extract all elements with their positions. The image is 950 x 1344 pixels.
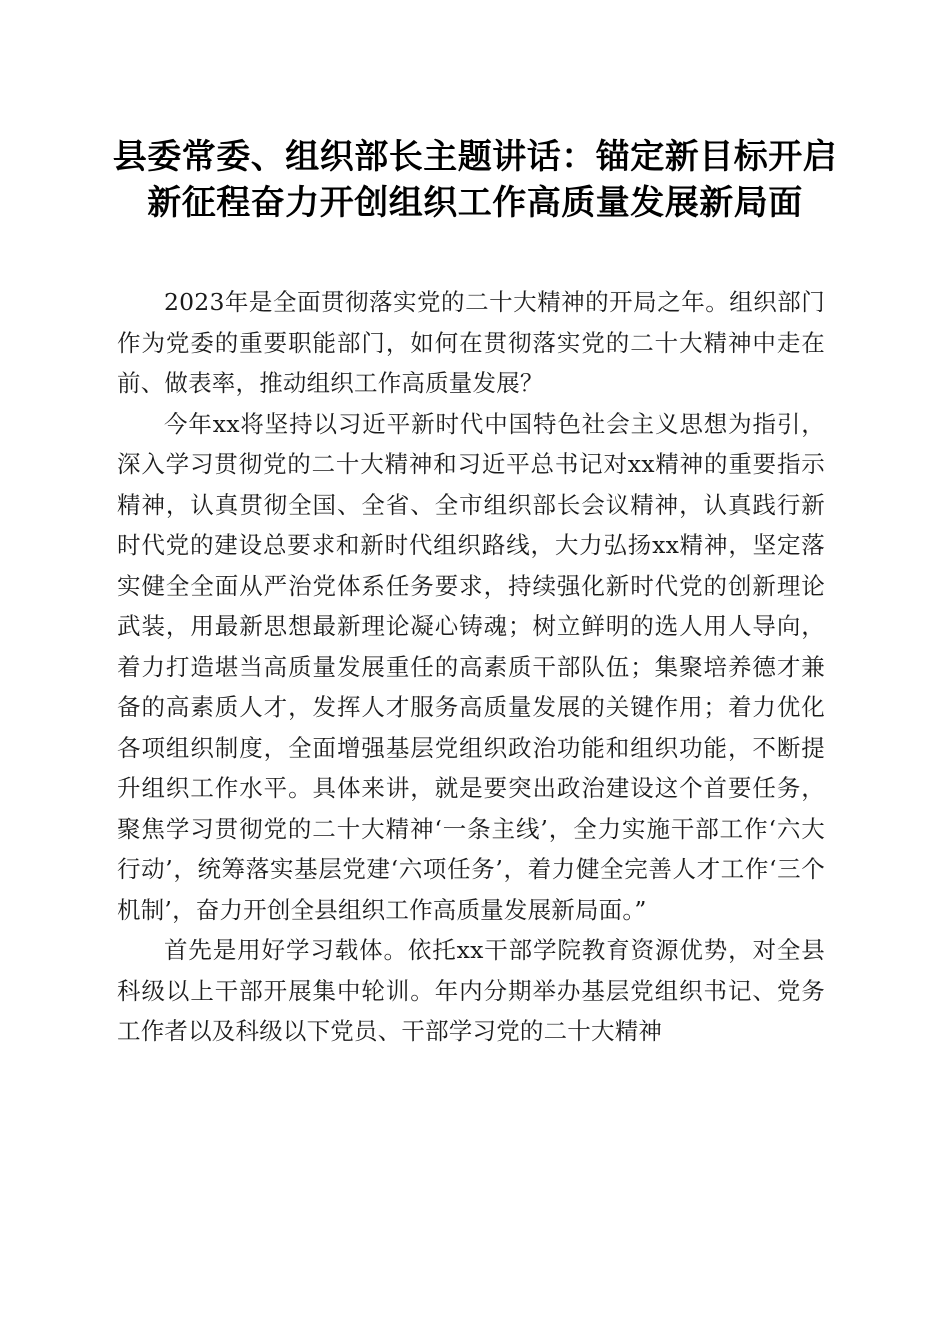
paragraph-first-measure: 首先是用好学习载体。依托xx干部学院教育资源优势，对全县科级以上干部开展集中轮训。年内分期举办基层党组织书记、党务工作者以及科级以下党员、干部学习党的二十大精神 [117,936,825,1045]
document-title: 县委常委、组织部长主题讲话：锚定新目标开启新征程奋力开创组织工作高质量发展新局面 [112,137,838,223]
document-body [117,282,825,1052]
paragraph-main: 今年xx将坚持以习近平新时代中国特色社会主义思想为指引，深入学习贯彻党的二十大精神和习近平总书记对xx精神的重要指示精神，认真贯彻全国、全省、全市组织部长会议精神，认真践行新时代党的建设总要求和新时代组织路线，大力弘扬xx精神，坚定落实健全全面从严治党体系任务要求，持续强化新时代党的创新理论武装，用最新思想最新理论凝心铸魂；树立鲜明的选人用人导向，着力打造堪当高质量发展重任的高素质干部队伍；集聚培养德才兼备的高素质人才，发挥人才服务高质量发展的关键作用；着力优化各项组织制度，全面增强基层党组织政治功能和组织功能，不断提升组织工作水平。具体来讲，就是要突出政治建设这个首要任务，聚焦学习贯彻党的二十大精神‘一条主线’，全力实施干部工作‘六大行动’，统筹落实基层党建‘六项任务’，着力健全完善人才工作‘三个机制’，奋力开创全县组织工作高质量发展新局面。” [117,409,825,924]
paragraph-intro: 2023年是全面贯彻落实党的二十大精神的开局之年。组织部门作为党委的重要职能部门，如何在贯彻落实党的二十大精神中走在前、做表率，推动组织工作高质量发展？ [117,288,825,397]
